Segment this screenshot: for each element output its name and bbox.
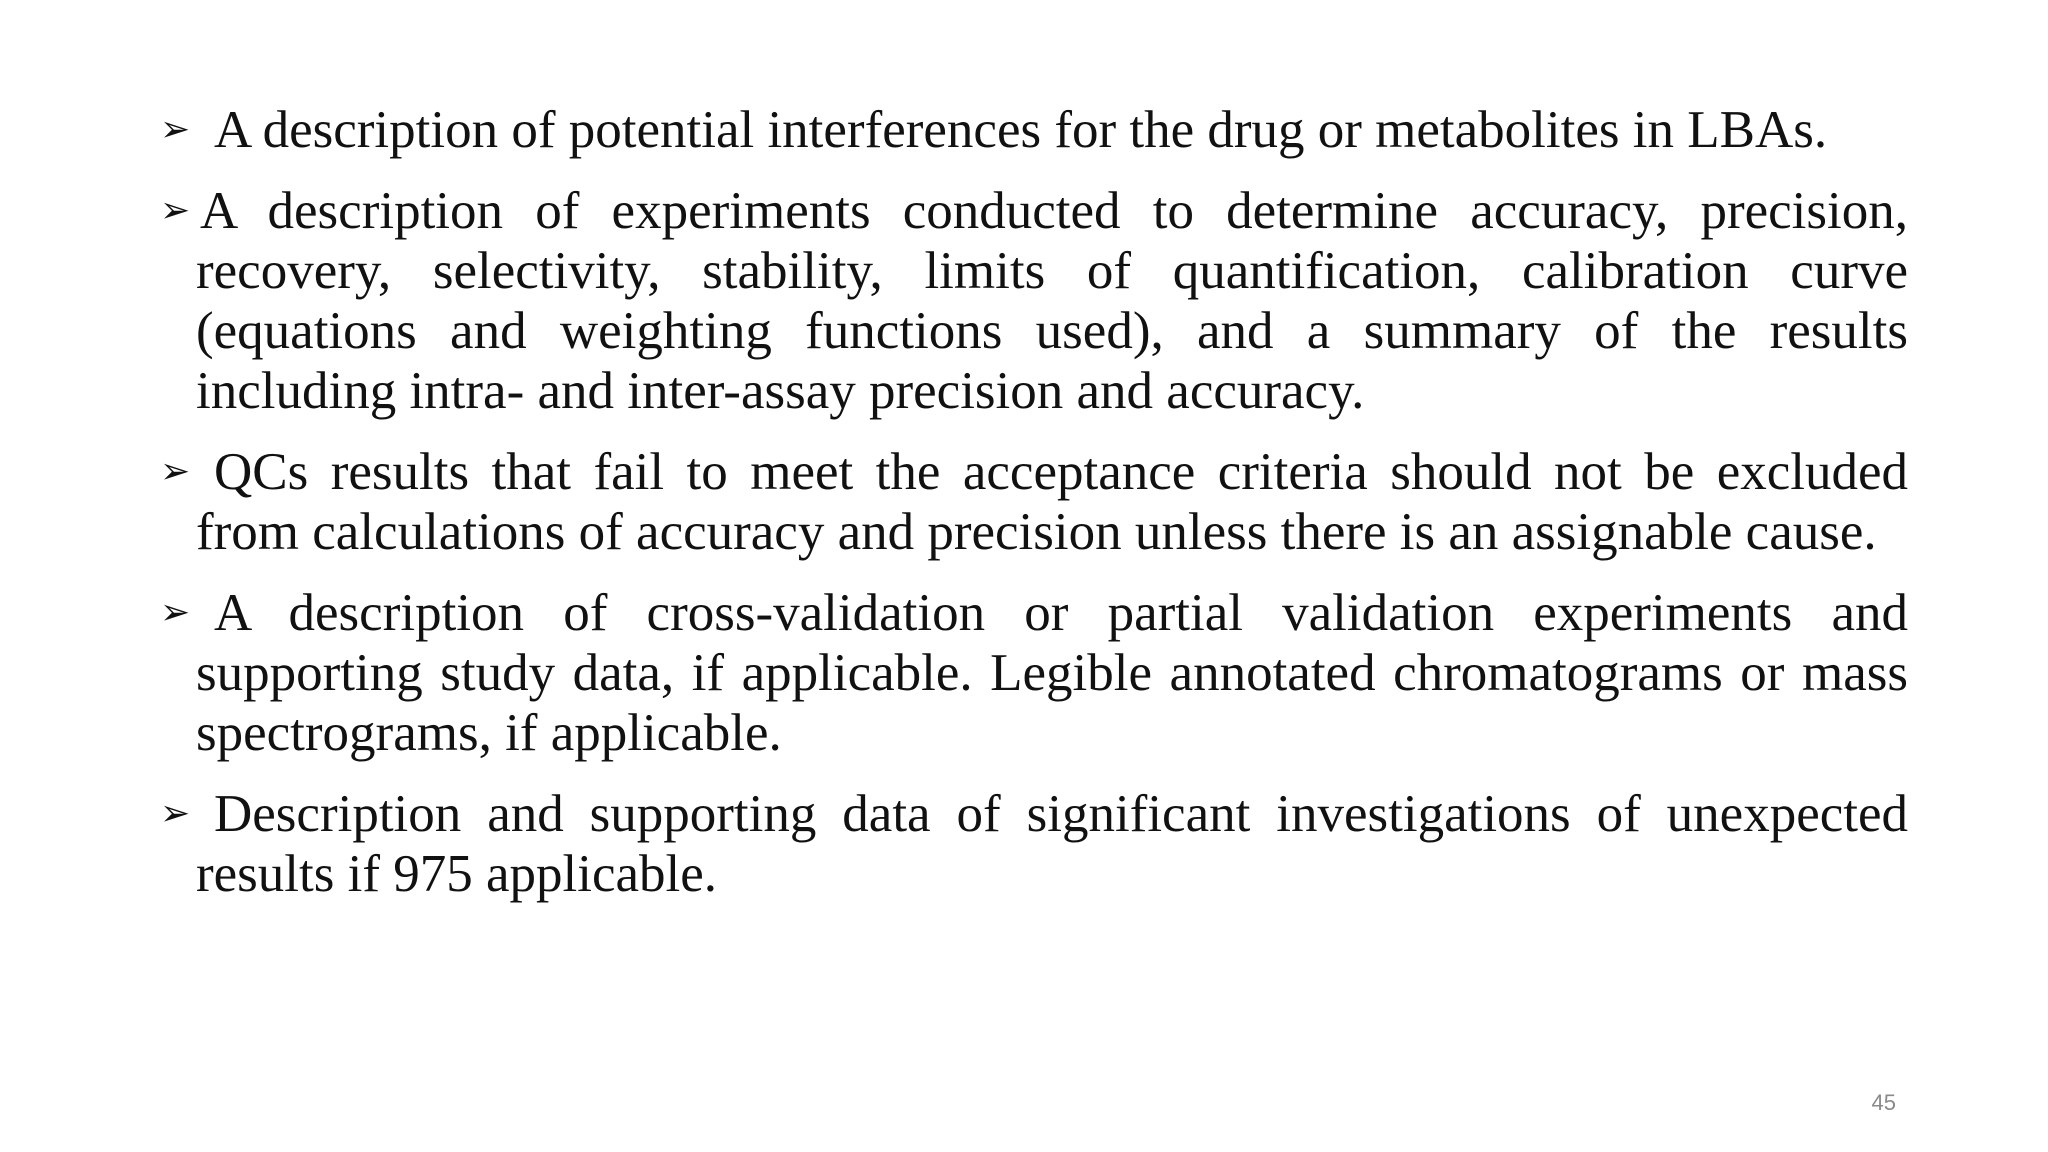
- bullet-text: A description of experiments conducted to determine accuracy, precision, recovery, selectivity, stability, limits of quantification, calibration curve (equations and weighting functions used), and a summary of the results including intra- and inter-assay precision and accuracy.: [196, 182, 1908, 420]
- bullet-item-investigations: [160, 784, 1908, 904]
- arrow-bullet-icon: ➢: [160, 190, 191, 231]
- bullet-list: [160, 100, 1908, 904]
- arrow-bullet-icon: ➢: [160, 592, 191, 633]
- bullet-text: Description and supporting data of significant investigations of unexpected results if 975 applicable.: [196, 785, 1908, 903]
- bullet-item-qcs-results: [160, 442, 1908, 562]
- bullet-item-experiments: [160, 181, 1908, 421]
- bullet-text: QCs results that fail to meet the acceptance criteria should not be excluded from calculations of accuracy and precision unless there is an assignable cause.: [196, 443, 1908, 561]
- arrow-bullet-icon: ➢: [160, 793, 191, 834]
- bullet-item-cross-validation: [160, 583, 1908, 763]
- bullet-item-interferences: [160, 100, 1908, 160]
- page-number: 45: [1871, 1090, 1896, 1115]
- bullet-text: A description of cross-validation or partial validation experiments and supporting study data, if applicable. Legible annotated chromatograms or mass spectrograms, if applicable.: [196, 584, 1908, 762]
- arrow-bullet-icon: ➢: [160, 451, 191, 492]
- arrow-bullet-icon: ➢: [160, 109, 191, 150]
- bullet-text: A description of potential interferences for the drug or metabolites in LBAs.: [214, 101, 1828, 159]
